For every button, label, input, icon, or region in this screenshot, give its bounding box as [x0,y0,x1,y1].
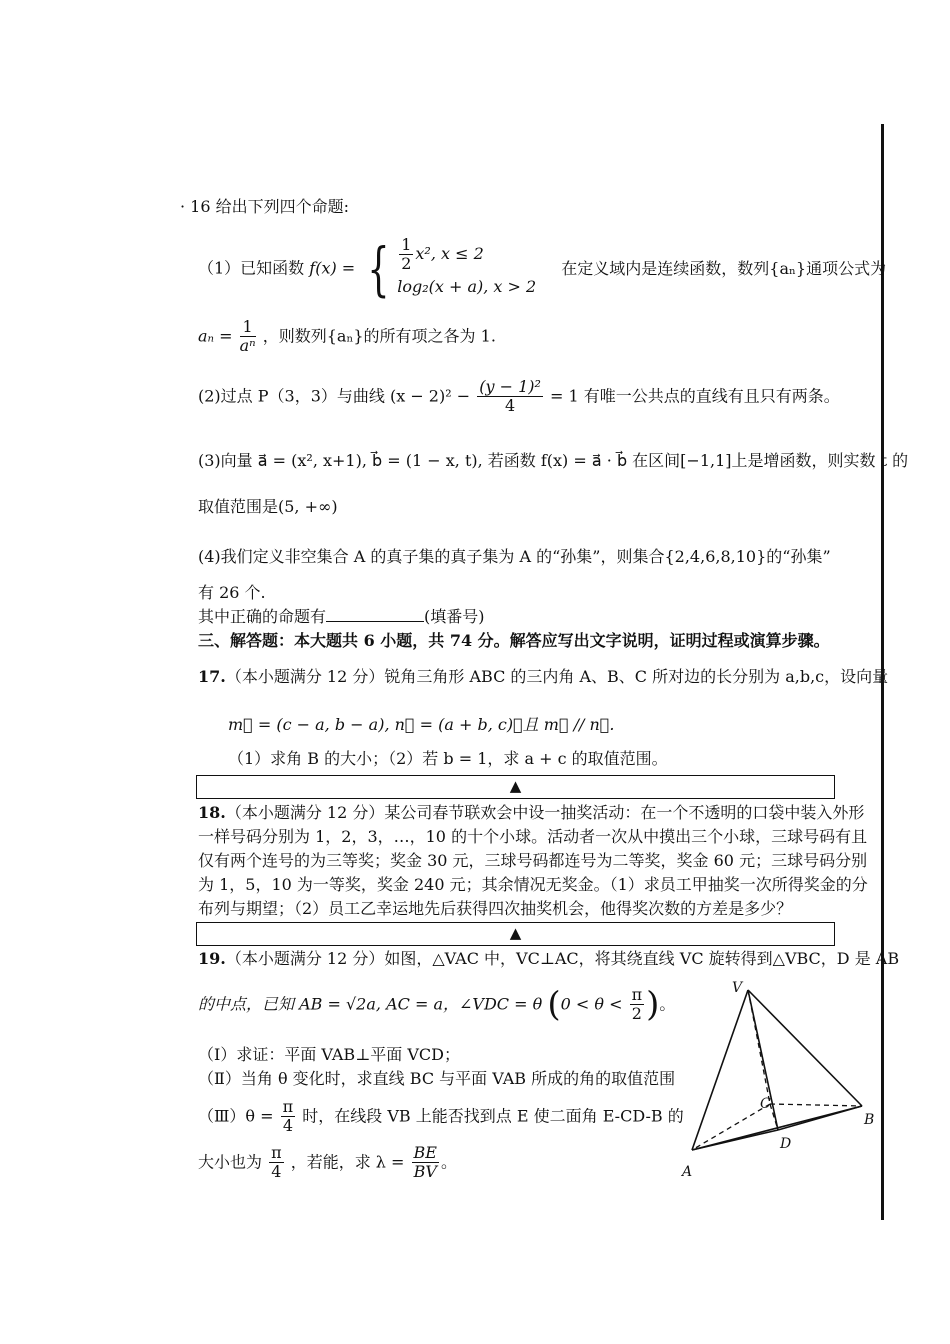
q17-answer-box[interactable]: ▲ [196,775,835,799]
pyramid-figure [672,976,882,1186]
vertex-d-label: D [780,1136,792,1152]
vertex-a-label: A [682,1164,693,1180]
q16-prop3-line2: 取值范围是(5, +∞) [198,497,338,516]
q16-prop2: (2)过点 P（3，3）与曲线 (x − 2)² − $\frac{\text{(y − 1)²}}{4}$ = 1 有唯一公共点的直线有且只有两条。 [198,377,840,415]
vertex-v-label: V [732,980,743,996]
q19-part1: （Ⅰ）求证：平面 VAB⊥平面 VCD； [198,1045,460,1064]
q16-answer-line: 其中正确的命题有 (填番号) [198,607,485,626]
q16-prop1: （1）已知函数 f(x) = { $\frac{1}{2}$ x², x ≤ 2 log₂(x + a), x > 2 在定义域内是连续函数，数列{aₙ}通项公式为 [198,234,887,303]
q18-line5: 布列与期望；（2）员工乙幸运地先后获得四次抽奖机会，他得奖次数的方差是多少？ [198,899,793,918]
section3-heading: 三、解答题：本大题共 6 小题，共 74 分。解答应写出文字说明，证明过程或演算步骤。 [198,631,830,650]
vertex-c-label: C [760,1096,771,1112]
q19-line2: 的中点，已知 AB = √2a, AC = a，∠VDC = θ (0 < θ < $\frac{\pi}{2}$ )。 [198,984,676,1025]
q17-line3: （1）求角 B 的大小；（2）若 b = 1，求 a + c 的取值范围。 [228,749,668,768]
q18-line2: 一样号码分别为 1，2，3，…，10 的十个小球。活动者一次从中摸出三个小球，三球号码有且 [198,827,868,846]
q19-part3: （Ⅲ）θ = $\frac{\pi}{4}$ 时，在线段 VB 上能否找到点 E 使二面角 E-CD-B 的 [198,1097,684,1135]
q19-part2: （Ⅱ）当角 θ 变化时，求直线 BC 与平面 VAB 所成的角的取值范围 [198,1069,676,1088]
q18-line4: 为 1，5，10 为一等奖，奖金 240 元；其余情况无奖金。（1）求员工甲抽奖一次所得奖金的分 [198,875,868,894]
q17-line1: 17.（本小题满分 12 分）锐角三角形 ABC 的三内角 A、B、C 所对边的长分别为 a,b,c，设向量 [198,667,889,686]
q16-prop4-line2: 有 26 个. [198,583,266,602]
q16-prop4-line1: (4)我们定义非空集合 A 的真子集的真子集为 A 的“孙集”，则集合{2,4,6,8,10}的“孙集” [198,547,831,566]
answer-blank[interactable] [326,607,424,622]
q18-answer-box[interactable]: ▲ [196,922,835,946]
q19-part4: 大小也为 $\frac{\pi}{4}$ ，若能，求 λ = $\frac{BE}{BV}$ 。 [198,1143,457,1181]
q19-line1: 19.（本小题满分 12 分）如图，△VAC 中，VC⊥AC，将其绕直线 VC 旋转得到△VBC，D 是 AB [198,949,900,968]
piecewise-cases: $\frac{1}{2}$ x², x ≤ 2 log₂(x + a), x > 2 [397,235,537,296]
q18-line1: 18.（本小题满分 12 分）某公司春节联欢会中设一抽奖活动：在一个不透明的口袋中装入外形 [198,803,865,822]
q18-line3: 仅有两个连号的为三等奖；奖金 30 元，三球号码都连号为二等奖，奖金 60 元；三球号码分别 [198,851,868,870]
vertex-b-label: B [864,1112,875,1128]
q17-line2: m⃗ = (c − a, b − a), n⃗ = (a + b, c)，且 m⃗ // n⃗. [228,715,615,734]
q16-prop3-line1: (3)向量 a⃗ = (x², x+1), b⃗ = (1 − x, t), 若函数 f(x) = a⃗ · b⃗ 在区间[−1,1]上是增函数，则实数 t 的 [198,451,909,470]
q16-prop1-line2: aₙ = $\frac{1}{\text{aⁿ}}$ ，则数列{aₙ}的所有项之各为 1. [198,317,496,355]
q16-intro: · 16 给出下列四个命题: [180,197,350,216]
